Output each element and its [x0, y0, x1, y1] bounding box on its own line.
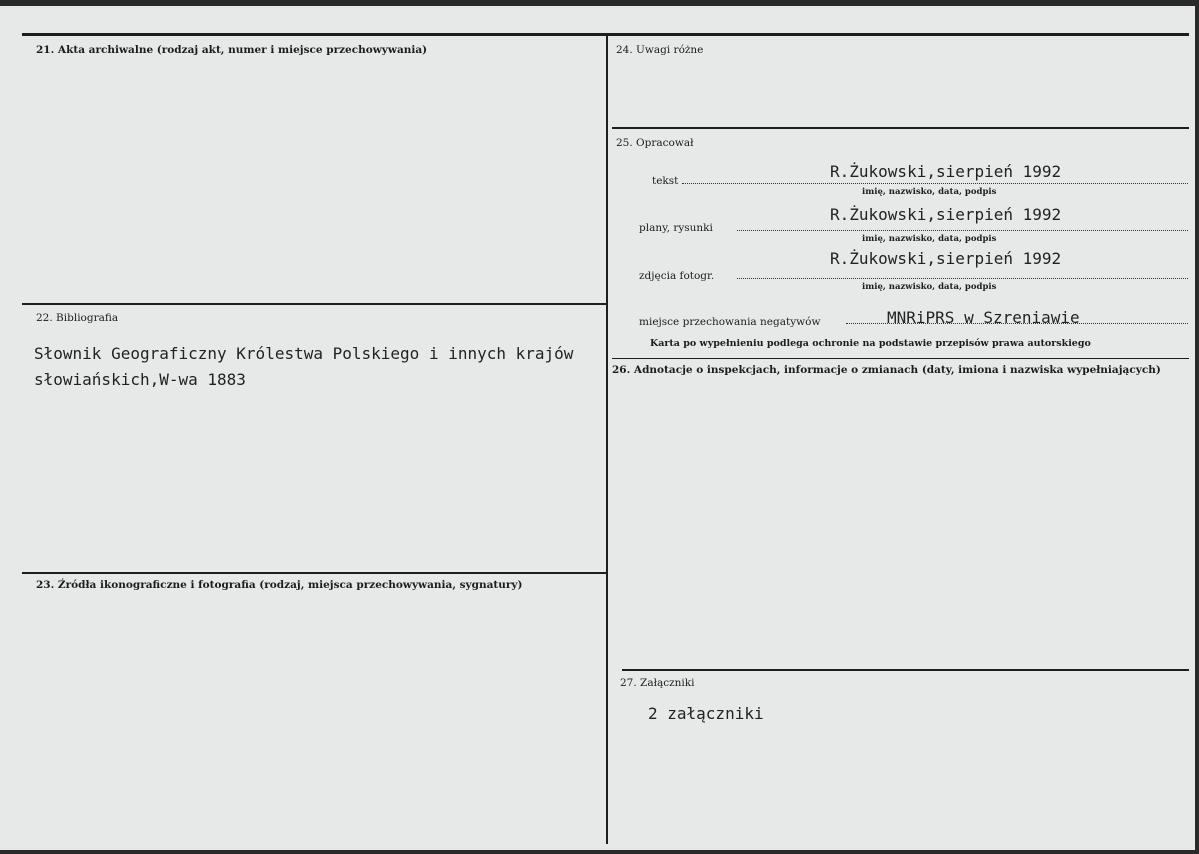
card-top-edge — [0, 0, 1199, 6]
prepared-text-value: R.Żukowski,sierpień 1992 — [830, 162, 1062, 181]
card-right-edge — [1195, 0, 1199, 854]
rule-22-23 — [22, 572, 608, 574]
section-26-title: 26. Adnotacje o inspekcjach, informacje o zmianach (daty, imiona i nazwiska wypełniających) — [612, 364, 1161, 376]
card-bottom-edge — [0, 850, 1199, 854]
center-divider — [606, 36, 608, 844]
prepared-text-label: tekst — [652, 175, 679, 187]
rule-25-26 — [612, 358, 1189, 359]
prepared-text-line — [682, 183, 1188, 184]
negatives-value: MNRiPRS w Szreniawie — [887, 308, 1080, 327]
negatives-label: miejsce przechowania negatywów — [639, 316, 821, 328]
prepared-photos-line — [737, 278, 1188, 279]
rule-26-27 — [622, 669, 1189, 671]
section-25-title: 25. Opracował — [616, 137, 694, 149]
section-27-title: 27. Załączniki — [620, 677, 695, 689]
rule-21-22 — [22, 303, 606, 305]
section-23-title: 23. Źródła ikonograficzne i fotografia (rodzaj, miejsca przechowywania, sygnatury) — [36, 579, 523, 591]
bibliography-line-1: Słownik Geograficzny Królestwa Polskiego i innych krajów — [34, 344, 574, 363]
prepared-plans-value: R.Żukowski,sierpień 1992 — [830, 205, 1062, 224]
section-21-title: 21. Akta archiwalne (rodzaj akt, numer i miejsce przechowywania) — [36, 44, 428, 56]
prepared-text-caption: imię, nazwisko, data, podpis — [862, 187, 997, 197]
rule-24-25 — [612, 127, 1189, 129]
prepared-plans-label: plany, rysunki — [639, 222, 713, 234]
prepared-plans-line — [737, 230, 1188, 231]
prepared-photos-label: zdjęcia fotogr. — [639, 270, 715, 282]
prepared-photos-caption: imię, nazwisko, data, podpis — [862, 282, 997, 292]
section-22-title: 22. Bibliografia — [36, 312, 119, 324]
attachments-value: 2 załączniki — [648, 704, 764, 723]
prepared-photos-value: R.Żukowski,sierpień 1992 — [830, 249, 1062, 268]
section-24-title: 24. Uwagi różne — [616, 44, 704, 56]
copyright-note: Karta po wypełnieniu podlega ochronie na podstawie przepisów prawa autorskiego — [650, 338, 1091, 349]
bibliography-line-2: słowiańskich,W-wa 1883 — [34, 370, 246, 389]
prepared-plans-caption: imię, nazwisko, data, podpis — [862, 234, 997, 244]
